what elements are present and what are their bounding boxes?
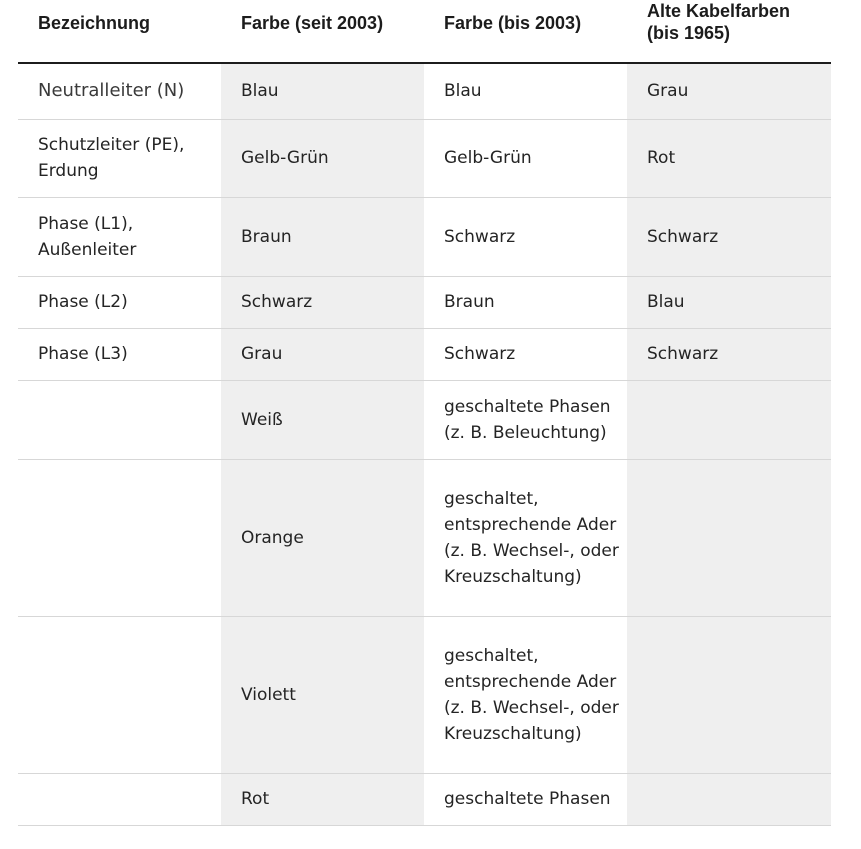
table-cell: Rot	[627, 119, 831, 197]
table-cell: Schwarz	[221, 276, 424, 328]
table-cell	[18, 459, 221, 616]
table-row	[18, 380, 831, 459]
table-cell	[627, 459, 831, 616]
table-cell: Rot	[221, 773, 424, 825]
table-row	[18, 616, 831, 773]
table-cell	[18, 380, 221, 459]
table-cell: Blau	[221, 63, 424, 119]
column-header: Alte Kabelfarben (bis 1965)	[627, 0, 831, 63]
table-container	[18, 0, 831, 826]
table-cell: Schutzleiter (PE), Erdung	[18, 119, 221, 197]
table-cell	[627, 380, 831, 459]
table-cell: Violett	[221, 616, 424, 773]
table-row	[18, 459, 831, 616]
table-cell: Blau	[627, 276, 831, 328]
table-cell: Phase (L2)	[18, 276, 221, 328]
table-cell	[18, 616, 221, 773]
table-cell	[627, 616, 831, 773]
table-row	[18, 119, 831, 197]
column-header: Farbe (seit 2003)	[221, 0, 424, 63]
table-cell: Neutralleiter (N)	[18, 63, 221, 119]
cable-color-table	[18, 0, 831, 826]
table-cell: geschaltete Phasen (z. B. Beleuchtung)	[424, 380, 627, 459]
table-cell: Braun	[221, 197, 424, 276]
table-row	[18, 773, 831, 825]
table-cell: Weiß	[221, 380, 424, 459]
column-header: Bezeichnung	[18, 0, 221, 63]
table-cell: Gelb-Grün	[221, 119, 424, 197]
table-cell	[18, 773, 221, 825]
table-row	[18, 63, 831, 119]
table-cell: Schwarz	[627, 197, 831, 276]
table-cell: Schwarz	[424, 197, 627, 276]
table-cell: Phase (L1), Außenleiter	[18, 197, 221, 276]
table-cell: Schwarz	[627, 328, 831, 380]
table-header-row	[18, 0, 831, 63]
table-cell: Braun	[424, 276, 627, 328]
column-header: Farbe (bis 2003)	[424, 0, 627, 63]
table-cell: geschaltet, entsprechende Ader (z. B. Wechsel-, oder Kreuzschaltung)	[424, 459, 627, 616]
table-row	[18, 197, 831, 276]
table-cell: geschaltet, entsprechende Ader (z. B. Wechsel-, oder Kreuzschaltung)	[424, 616, 627, 773]
table-cell: Gelb-Grün	[424, 119, 627, 197]
table-cell	[627, 773, 831, 825]
table-cell: Schwarz	[424, 328, 627, 380]
table-cell: Orange	[221, 459, 424, 616]
table-cell: Phase (L3)	[18, 328, 221, 380]
table-cell: Blau	[424, 63, 627, 119]
table-cell: Grau	[221, 328, 424, 380]
table-row	[18, 276, 831, 328]
table-cell: Grau	[627, 63, 831, 119]
table-cell: geschaltete Phasen	[424, 773, 627, 825]
table-row	[18, 328, 831, 380]
